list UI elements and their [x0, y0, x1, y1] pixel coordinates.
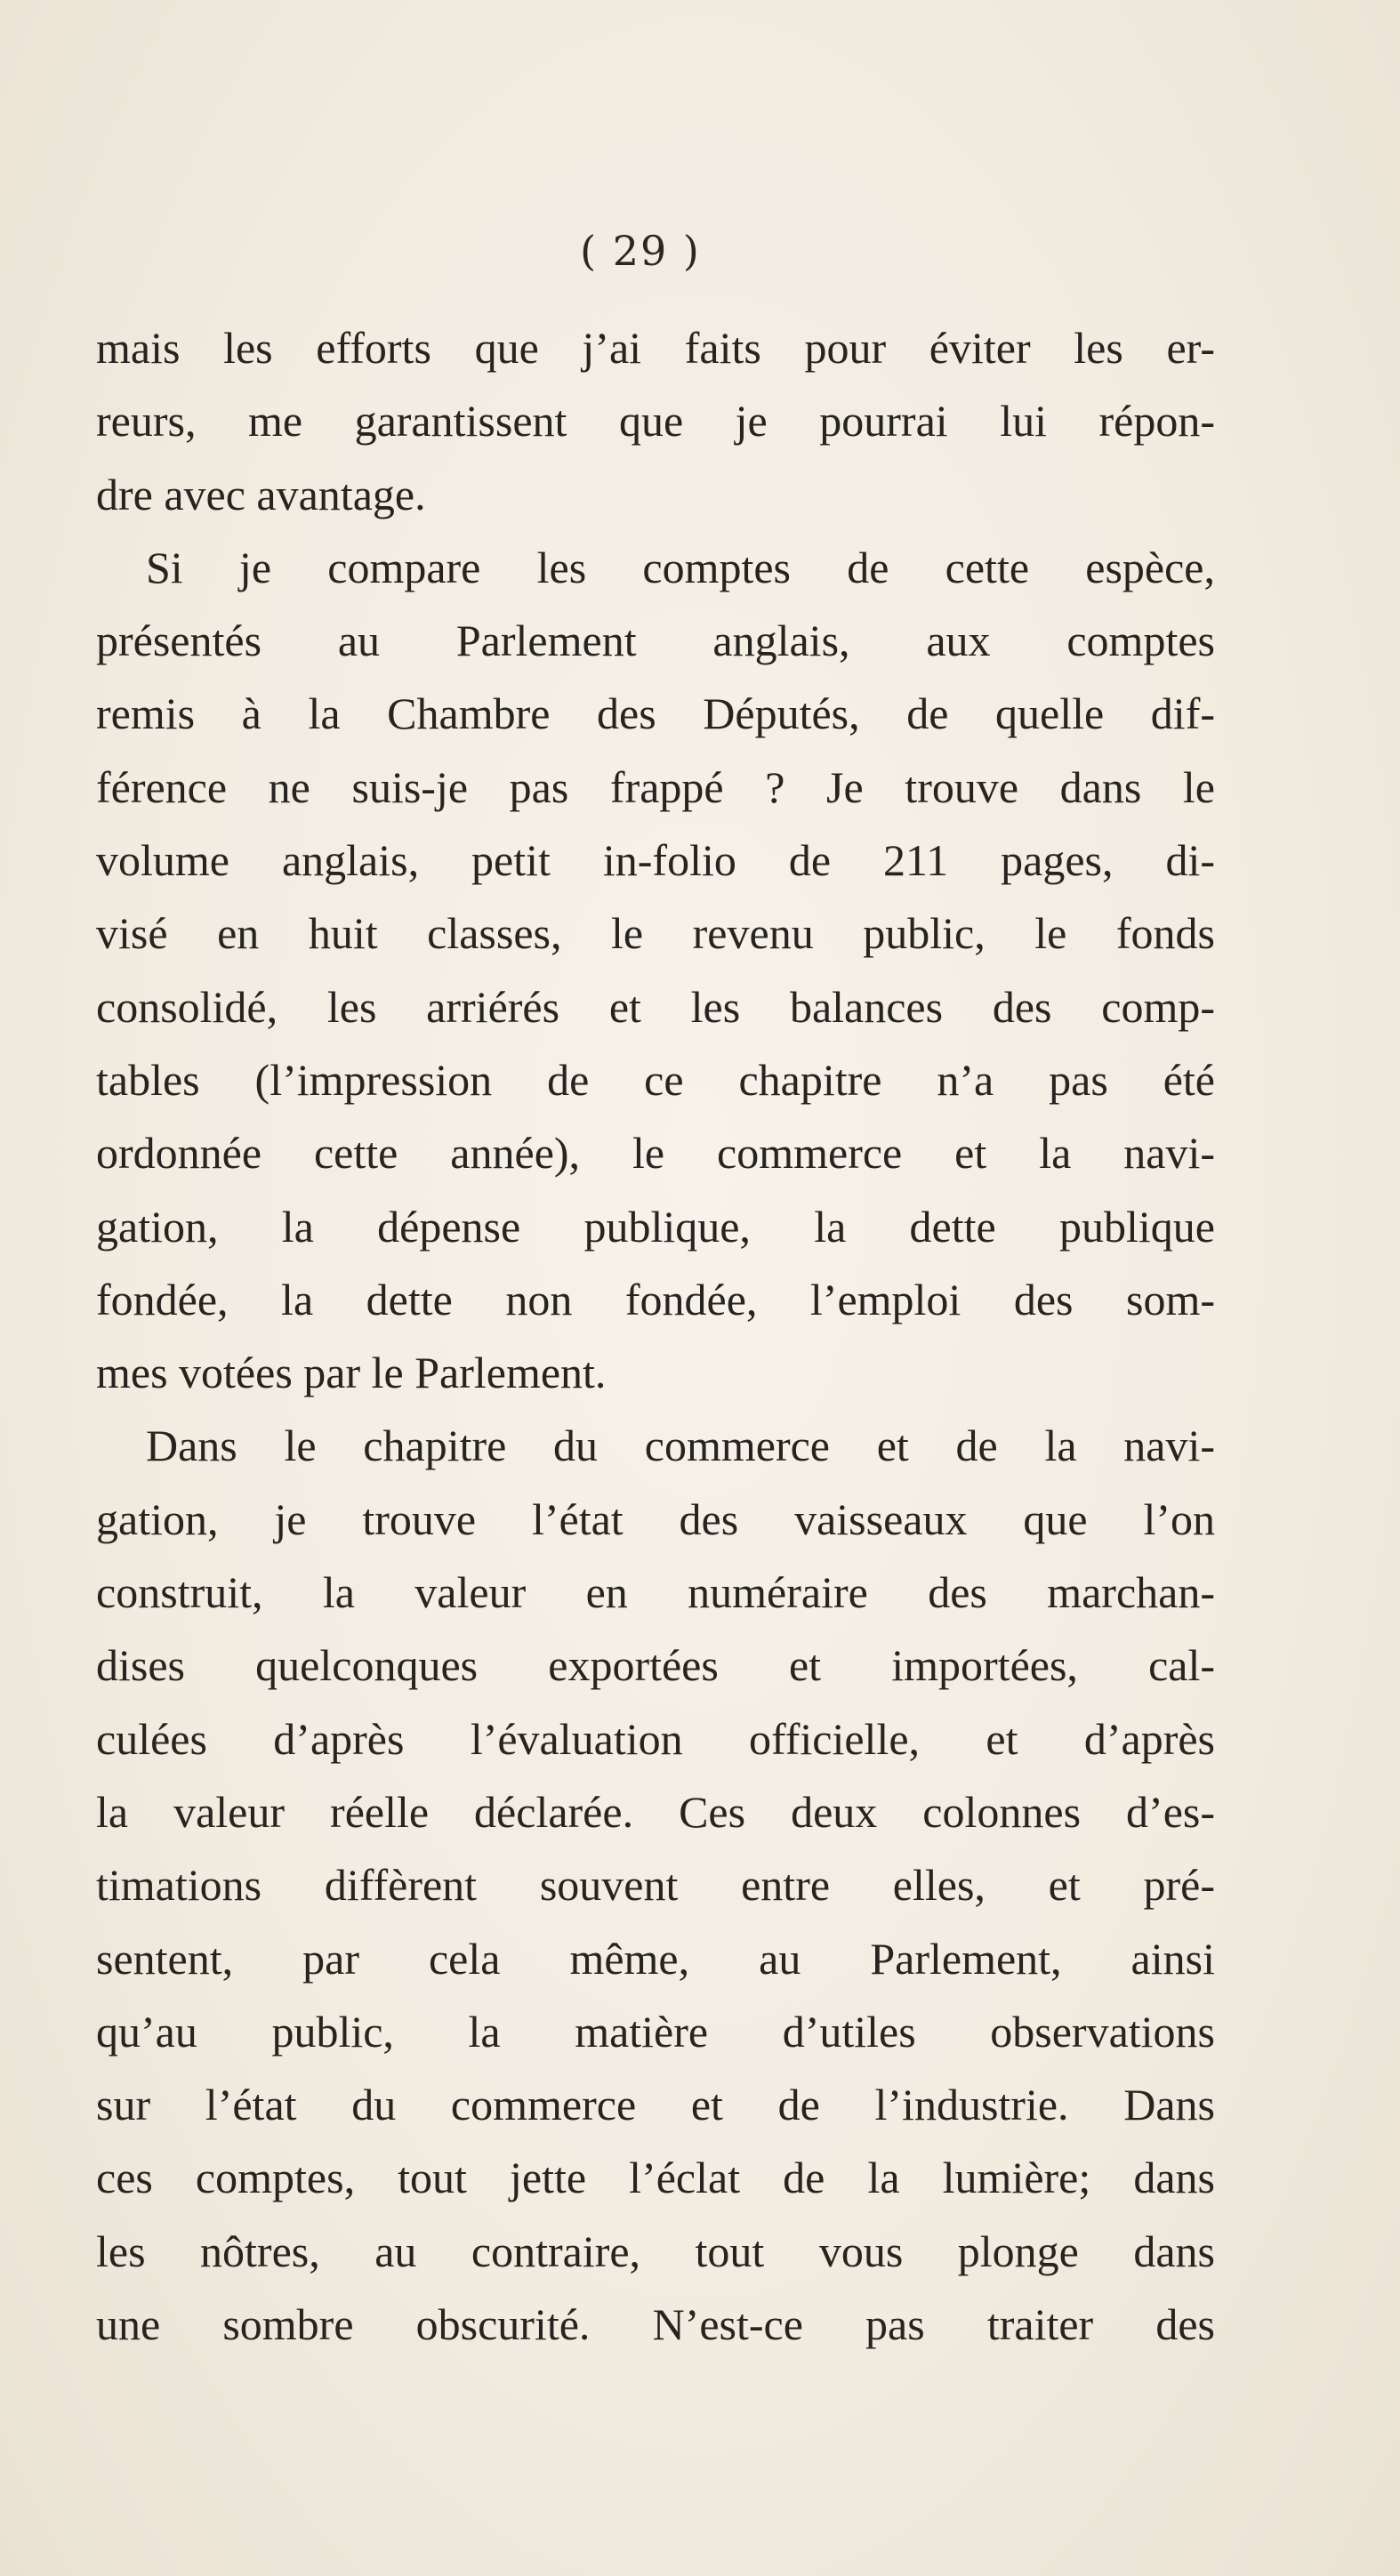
text-line: mais les efforts que j’ai faits pour éviter les er- [96, 323, 1215, 373]
text-line: gation, la dépense publique, la dette publique [96, 1201, 1215, 1252]
text-line: une sombre obscurité. N’est-ce pas traiter des [96, 2299, 1215, 2350]
text-line: gation, je trouve l’état des vaisseaux que l’on [96, 1493, 1215, 1544]
text-line: tables (l’impression de ce chapitre n’a pas été [96, 1054, 1215, 1105]
text-line: remis à la Chambre des Députés, de quelle dif- [96, 688, 1215, 739]
text-line: présentés au Parlement anglais, aux comptes [96, 616, 1215, 666]
text-line: ordonnée cette année), le commerce et la navi- [96, 1128, 1215, 1179]
text-line: les nôtres, au contraire, tout vous plonge dans [96, 2226, 1215, 2276]
page-number: ( 29 ) [580, 227, 701, 275]
text-line: férence ne suis-je pas frappé ? Je trouve dans le [96, 761, 1215, 812]
text-line: sur l’état du commerce et de l’industrie. Dans [96, 2080, 1215, 2130]
text-line: fondée, la dette non fondée, l’emploi des som- [96, 1274, 1215, 1324]
text-line: construit, la valeur en numéraire des marchan- [96, 1567, 1215, 1618]
text-line: dre avec avantage. [96, 469, 426, 519]
text-line: sentent, par cela même, au Parlement, ainsi [96, 1933, 1215, 1984]
text-line: mes votées par le Parlement. [96, 1348, 607, 1398]
text-line: visé en huit classes, le revenu public, le fonds [96, 908, 1215, 959]
text-line: consolidé, les arriérés et les balances des comp- [96, 981, 1215, 1032]
text-line: ces comptes, tout jette l’éclat de la lumière; dans [96, 2153, 1215, 2203]
text-line: reurs, me garantissent que je pourrai lui répon- [96, 396, 1215, 447]
text-line: Si je compare les comptes de cette espèce, [146, 542, 1215, 592]
text-line: qu’au public, la matière d’utiles observations [96, 2006, 1215, 2057]
body-text [96, 311, 1215, 2361]
text-line: la valeur réelle déclarée. Ces deux colonnes d’es- [96, 1786, 1215, 1837]
text-line: volume anglais, petit in-folio de 211 pages, di- [96, 835, 1215, 886]
text-line: Dans le chapitre du commerce et de la navi- [146, 1421, 1215, 1471]
text-line: culées d’après l’évaluation officielle, et d’après [96, 1713, 1215, 1764]
text-line: timations diffèrent souvent entre elles, et pré- [96, 1860, 1215, 1911]
text-line: dises quelconques exportées et importées, cal- [96, 1640, 1215, 1691]
